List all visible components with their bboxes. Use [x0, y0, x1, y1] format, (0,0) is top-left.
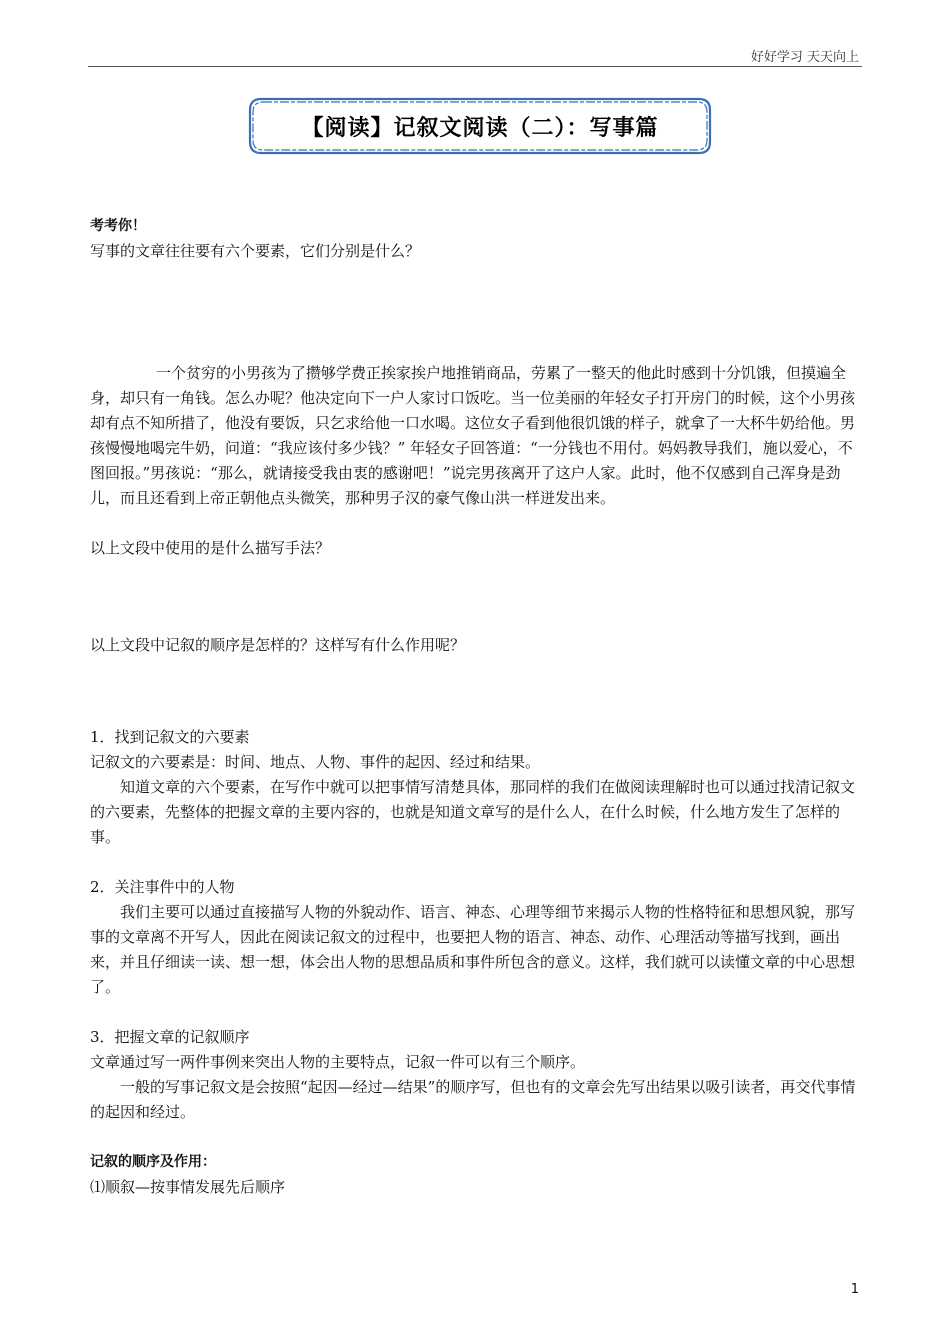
header-motto: 好好学习 天天向上: [750, 50, 859, 65]
spacer: [90, 1125, 860, 1150]
answer-space: [90, 264, 860, 360]
intro-heading: 考考你！: [90, 218, 146, 234]
section-1-heading: 1．找到记叙文的六要素: [90, 728, 250, 746]
order-heading: 记叙的顺序及作用：: [90, 1154, 216, 1170]
story-paragraph: 一个贫穷的小男孩为了攒够学费正挨家挨户地推销商品，劳累了一整天的他此时感到十分饥饿，但摸遍全身，却只有一角钱。怎么办呢？他决定向下一户人家讨口饭吃。当一位美丽的年轻女子打开房门的时候，这个小男孩却有点不知所措了，他没有要饭，只乞求给他一口水喝。这位女子看到他很饥饿的样子，就拿了一大杯牛奶给他。男孩慢慢地喝完牛奶，问道：“我应该付多少钱？” 年轻女子回答道：“一分钱也不用付。妈妈教导我们，施以爱心，不图回报。”男孩说：“那么，就请接受我由衷的感谢吧！”说完男孩离开了这户人家。此时，他不仅感到自己浑身是劲儿，而且还看到上帝正朝他点头微笑，那种男子汉的豪气像山洪一样迸发出来。: [90, 364, 856, 507]
section-2-heading: 2．关注事件中的人物: [90, 878, 235, 896]
page-title: 【阅读】记叙文阅读（二）：写事篇: [301, 115, 659, 141]
document-body: [90, 214, 860, 1200]
question-technique: 以上文段中使用的是什么描写手法？: [90, 539, 331, 557]
spacer: [90, 511, 860, 536]
section-1-line: 记叙文的六要素是：时间、地点、人物、事件的起因、经过和结果。: [90, 753, 541, 771]
header-divider: [88, 66, 862, 67]
section-3-paragraph: 一般的写事记叙文是会按照“起因—经过—结果”的顺序写，但也有的文章会先写出结果以吸引读者，再交代事情的起因和经过。: [90, 1078, 856, 1121]
section-2-paragraph: 我们主要可以通过直接描写人物的外貌动作、语言、神态、心理等细节来揭示人物的性格特征和思想风貌，那写事的文章离不开写人，因此在阅读记叙文的过程中，也要把人物的语言、神态、动作、心理活动等描写找到，画出来，并且仔细读一读、想一想，体会出人物的思想品质和事件所包含的意义。这样，我们就可以读懂文章的中心思想了。: [90, 903, 856, 996]
intro-question: 写事的文章往往要有六个要素，它们分别是什么？: [90, 242, 421, 260]
spacer: [90, 850, 860, 875]
answer-space: [90, 658, 860, 725]
section-3-line: 文章通过写一两件事例来突出人物的主要特点，记叙一件可以有三个顺序。: [90, 1053, 586, 1071]
section-3-heading: 3．把握文章的记叙顺序: [90, 1028, 250, 1046]
title-frame: [247, 96, 713, 156]
page-number: 1: [850, 1282, 859, 1297]
order-item-1: ⑴顺叙—按事情发展先后顺序: [90, 1178, 286, 1196]
answer-space: [90, 561, 860, 633]
spacer: [90, 1000, 860, 1025]
section-1-paragraph: 知道文章的六个要素，在写作中就可以把事情写清楚具体，那同样的我们在做阅读理解时也可以通过找清记叙文的六要素，先整体的把握文章的主要内容的，也就是知道文章写的是什么人，在什么时候，什么地方发生了怎样的事。: [90, 778, 856, 846]
question-order: 以上文段中记叙的顺序是怎样的？这样写有什么作用呢？: [90, 636, 466, 654]
